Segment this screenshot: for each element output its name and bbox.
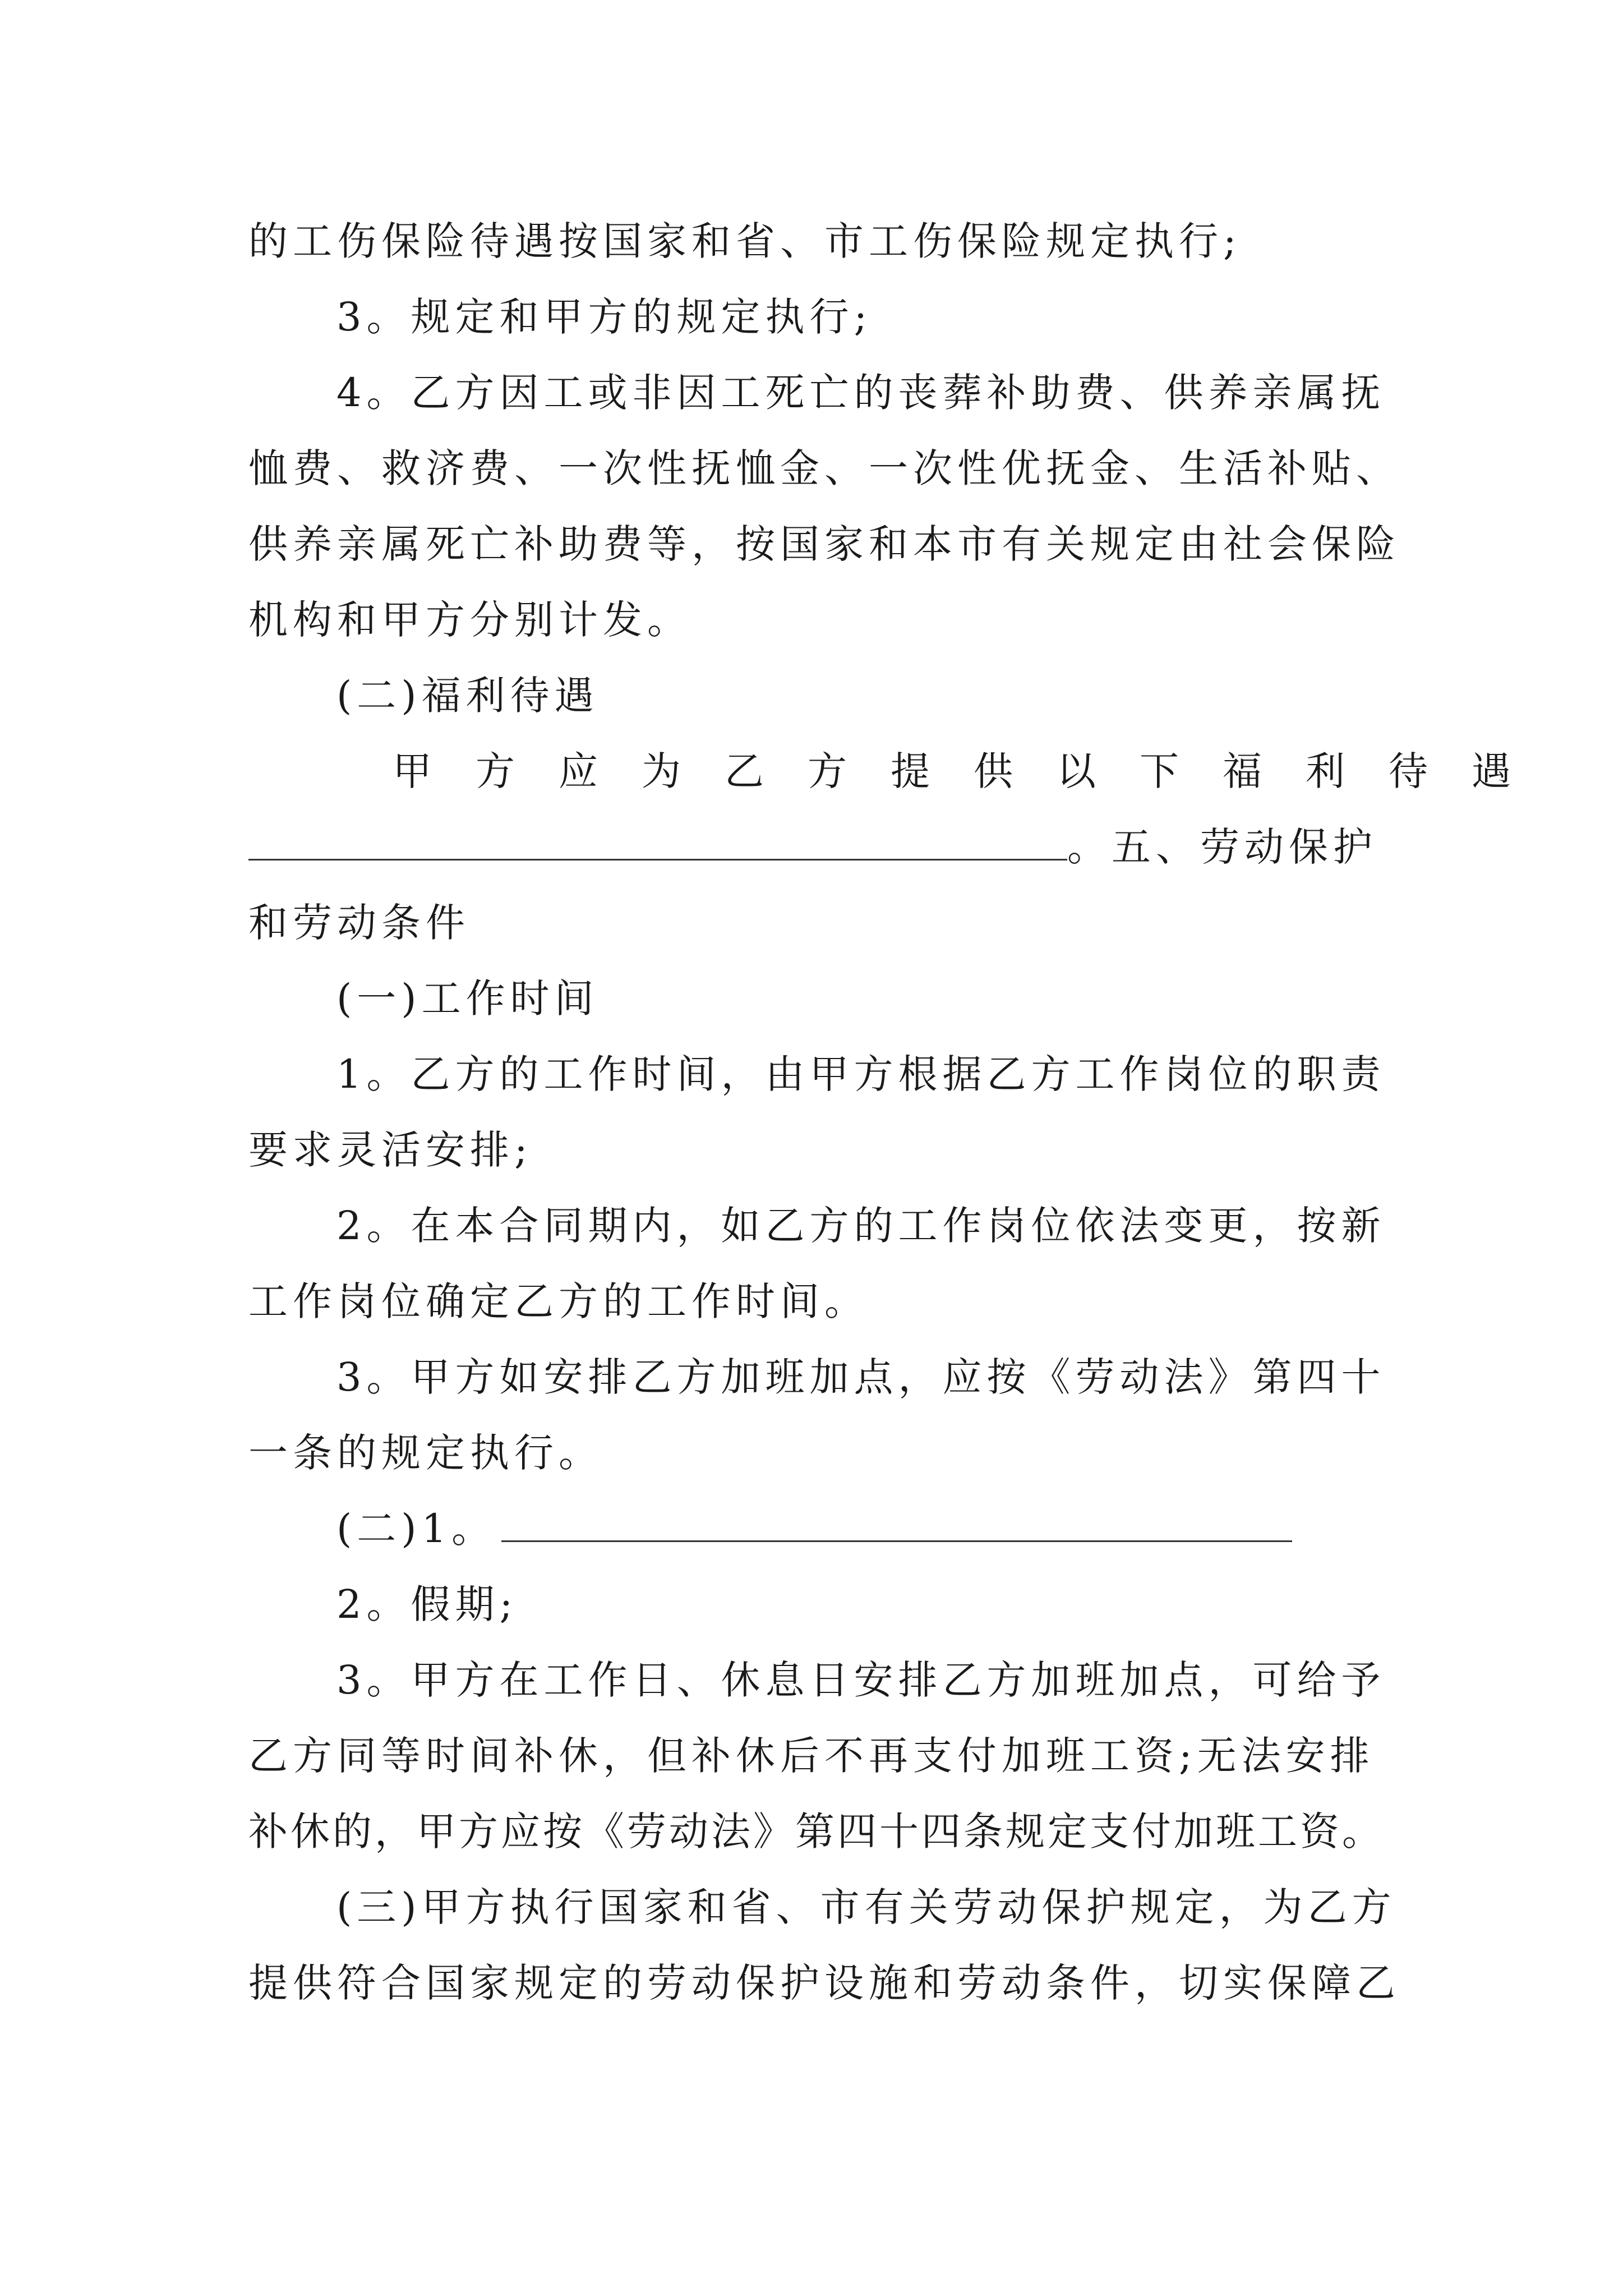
paragraph-line-4: 恤费、救济费、一次性抚恤金、一次性优抚金、生活补贴、 [248,445,1400,491]
fill-in-blank[interactable] [501,1506,1292,1542]
paragraph-line-21: 乙方同等时间补休，但补休后不再支付加班工资;无法安排 [248,1733,1375,1779]
welfare-statement-text: 甲方应为乙方提供以下福利待遇 [393,748,1555,794]
paragraph-line-3: 4。乙方因工或非因工死亡的丧葬补助费、供养亲属抚 [336,370,1386,416]
welfare-statement-line [393,746,1555,797]
paragraph-line-16: 3。甲方如安排乙方加班加点，应按《劳动法》第四十 [336,1354,1386,1400]
paragraph-line-19: 2。假期; [336,1581,518,1627]
paragraph-line-22: 补休的，甲方应按《劳动法》第四十四条规定支付加班工资。 [248,1809,1384,1855]
fill-in-blank[interactable] [248,824,1067,861]
paragraph-line-13: 要求灵活安排; [248,1127,533,1173]
paragraph-line-1: 的工伤保险待遇按国家和省、市工伤保险规定执行; [248,218,1242,264]
paragraph-line-17: 一条的规定执行。 [248,1430,603,1476]
paragraph-line-24: 提供符合国家规定的劳动保护设施和劳动条件，切实保障乙 [248,1960,1400,2006]
paragraph-line-23: (三)甲方执行国家和省、市有关劳动保护规定，为乙方 [336,1884,1396,1930]
section-heading-labor-protection: 。五、劳动保护 [1067,824,1377,870]
paragraph-line-14: 2。在本合同期内，如乙方的工作岗位依法变更，按新 [336,1203,1386,1249]
paragraph-line-15: 工作岗位确定乙方的工作时间。 [248,1278,869,1324]
paragraph-line-labor-conditions: 和劳动条件 [248,900,470,946]
paragraph-line-12: 1。乙方的工作时间，由甲方根据乙方工作岗位的职责 [336,1051,1386,1097]
section-heading-welfare: (二)福利待遇 [336,673,599,719]
paragraph-line-18 [336,1503,1381,1554]
paragraph-line-2: 3。规定和甲方的规定执行; [336,294,873,340]
paragraph-line-5: 供养亲属死亡补助费等，按国家和本市有关规定由社会保险 [248,521,1400,567]
paragraph-line-6: 机构和甲方分别计发。 [248,597,691,643]
paragraph-line-20: 3。甲方在工作日、休息日安排乙方加班加点，可给予 [336,1657,1386,1703]
welfare-blank-line [248,822,1381,872]
section-heading-working-time: (一)工作时间 [336,976,599,1022]
item-number-text: (二)1。 [336,1506,496,1552]
